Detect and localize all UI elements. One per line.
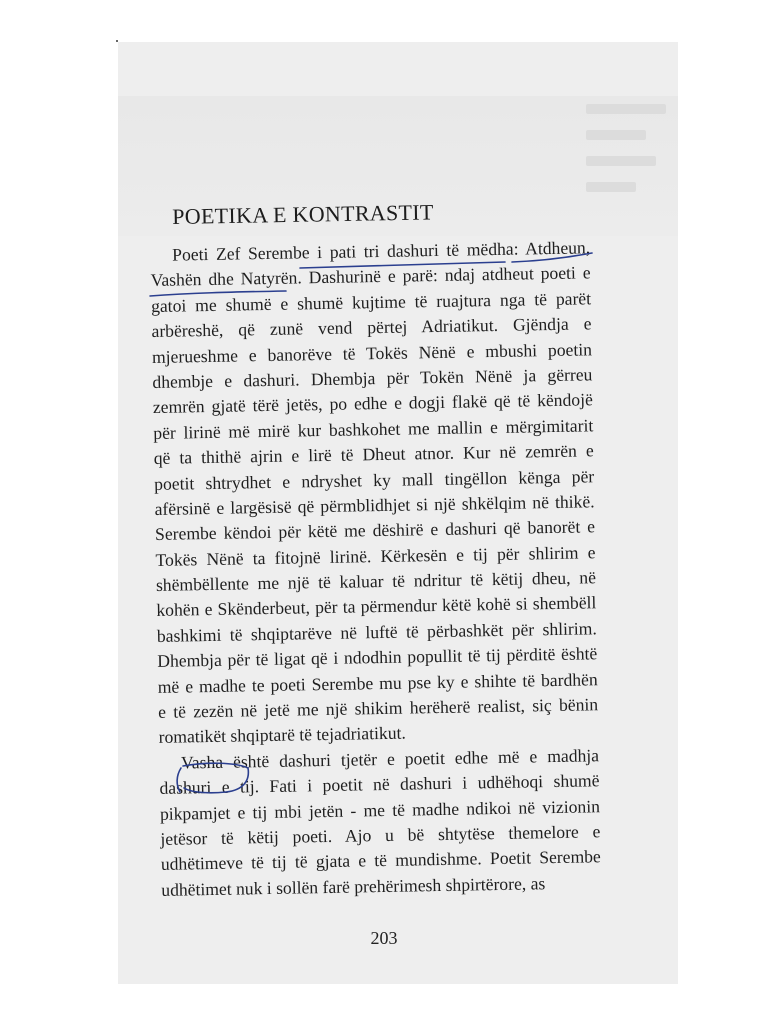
text-line: mjerueshme e banorëve të Tokës Nënë e mbushi poetin [151,338,593,367]
page-title: POETIKA E KONTRASTIT [172,199,434,229]
text-line: dhembje e dashuri. Dhembja për Tokën Nënë ja gërreu [152,364,593,392]
text-line: pikpamjet e tij mbi jetën - me të madhe ndikoi në vizionin [159,795,601,824]
text-line: Tokës Nënë ta fitojnë lirinë. Kërkesën e tij për shlirim e [155,541,596,570]
text-line: udhëtimeve të tij të gjata e të mundishme. Poetit Serembe [160,846,601,875]
body-text [150,235,601,903]
text-line: kohën e Skënderbeut, për ta përmendur këtë kohë si shembëll [156,592,597,621]
text-line: shëmbëllente me një të kaluar të ndritur të këtij dheu, në [155,567,597,596]
text-line: gatoi me shumë e shumë kujtime të ruajtura nga të parët [150,288,592,316]
text-line: jetësor të këtij poeti. Ajo u bë shtytëse themelore e [160,821,601,849]
text-line: zemrën gjatë tërë jetës, po edhe e dogji flakë që të këndojë [152,389,593,418]
text-line: Dhembja për të ligat që i ndodhin popullit të tij përditë është [157,643,598,672]
text-line: që ta thithë ajrin e lirë të Dheut atnor. Kur në zemrën e [153,440,594,469]
text-line: Vashën dhe Natyrën. Dashurinë e parë: ndaj atdheut poeti e [150,262,591,291]
text-line: afërsinë e largësisë që përmblidhjet si një shkëlqim në thikë. [154,491,595,519]
text-line: arbëreshë, që zunë vend përtej Adriatikut. Gjëndja e [151,313,592,342]
text-line: bashkimi të shqiptarëve në luftë të përbashkët për shlirim. [156,618,597,646]
text-line: Poeti Zef Serembe i pati tri dashuri të mëdha: Atdheun, [172,237,591,265]
text-line: dashuri e tij. Fati i poetit në dashuri i udhëhoqi shumë [159,770,600,799]
text-line: poetit shtrydhet e ndryshet ky mall tingëllon kënga për [154,465,595,494]
text-line: romatikët shqiptarë të tejadriatikut. [158,723,406,748]
text-line: Serembe këndoi për këtë me dëshirë e dashuri që banorët e [154,516,596,545]
paragraph-1 [150,235,599,750]
text-line: udhëtimet nuk i sollën farë prehërimesh shpirtërore, as [161,872,546,900]
text-line: për lirinë më mirë kur bashkohet me mallin e mërgimitarit [153,415,594,443]
text-line: e të zezën në jetë me një shikim herëherë realist, siç bënin [158,694,599,722]
text-line: më e madhe te poeti Serembe mu pse ky e shihte të bardhën [157,668,598,697]
paragraph-2 [159,743,602,903]
page-number: 203 [370,928,398,948]
text-line: Vasha është dashuri tjetër e poetit edhe më e madhja [180,745,600,773]
